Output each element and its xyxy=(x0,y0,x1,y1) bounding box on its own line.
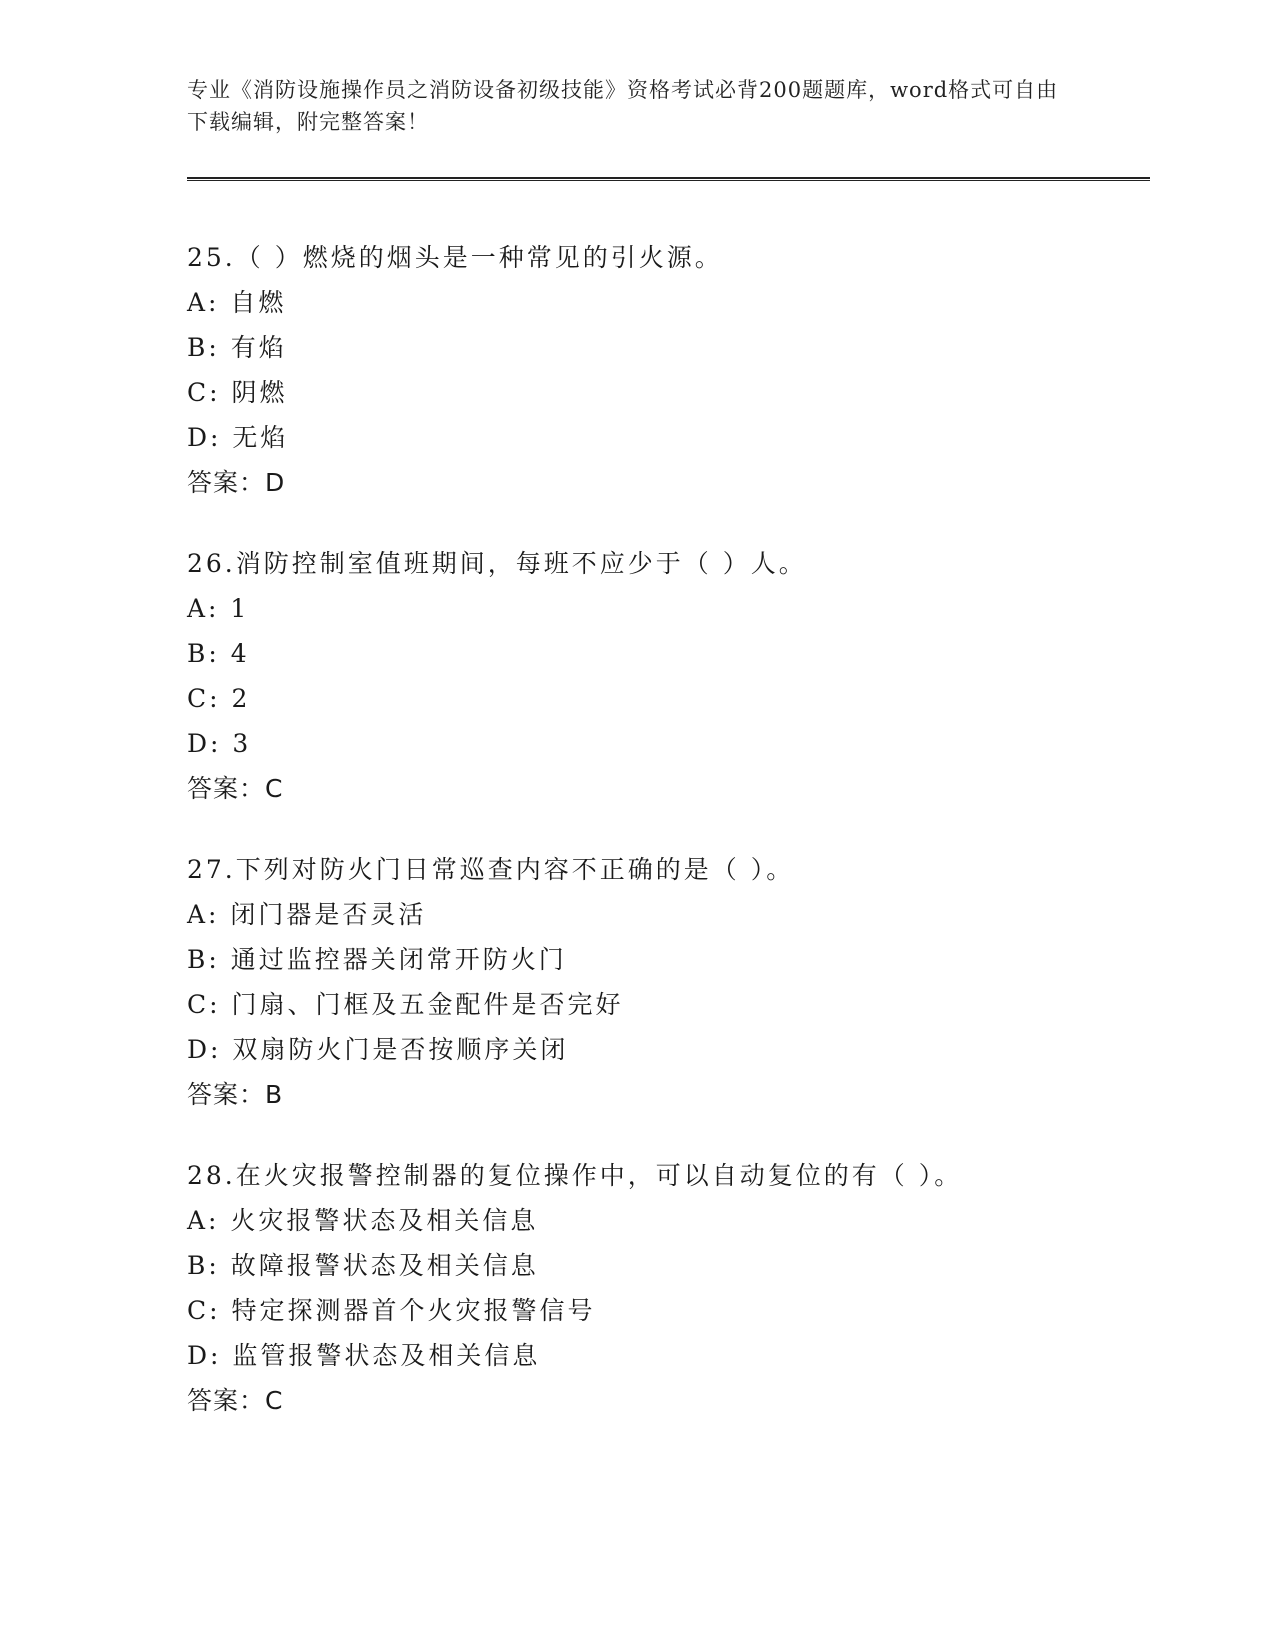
question-stem: 25.（ ）燃烧的烟头是一种常见的引火源。 xyxy=(187,243,723,272)
answer-line: 答案：C xyxy=(187,774,284,803)
question-28 xyxy=(187,1153,1137,1423)
option-a: A: 自燃 xyxy=(187,288,287,317)
option-c: C: 特定探测器首个火灾报警信号 xyxy=(187,1296,596,1325)
question-stem: 28.在火灾报警控制器的复位操作中，可以自动复位的有（ ）。 xyxy=(187,1161,963,1190)
option-c: C: 阴燃 xyxy=(187,378,288,407)
option-d: D: 双扇防火门是否按顺序关闭 xyxy=(187,1035,569,1064)
answer-line: 答案：D xyxy=(187,468,286,497)
question-25 xyxy=(187,235,1137,505)
option-d: D: 无焰 xyxy=(187,423,289,452)
question-stem: 26.消防控制室值班期间，每班不应少于（ ）人。 xyxy=(187,549,807,578)
option-c: C: 2 xyxy=(187,684,251,713)
answer-line: 答案：C xyxy=(187,1386,284,1415)
question-27 xyxy=(187,847,1137,1117)
option-b: B: 4 xyxy=(187,639,250,668)
option-b: B: 故障报警状态及相关信息 xyxy=(187,1251,539,1280)
option-d: D: 监管报警状态及相关信息 xyxy=(187,1341,541,1370)
option-a: A: 火灾报警状态及相关信息 xyxy=(187,1206,539,1235)
option-b: B: 通过监控器关闭常开防火门 xyxy=(187,945,567,974)
option-d: D: 3 xyxy=(187,729,252,758)
header-divider xyxy=(187,177,1150,181)
answer-line: 答案：B xyxy=(187,1080,284,1109)
question-stem: 27.下列对防火门日常巡查内容不正确的是（ ）。 xyxy=(187,855,795,884)
option-a: A: 闭门器是否灵活 xyxy=(187,900,427,929)
question-list xyxy=(187,235,1137,1459)
option-a: A: 1 xyxy=(187,594,250,623)
option-b: B: 有焰 xyxy=(187,333,287,362)
option-c: C: 门扇、门框及五金配件是否完好 xyxy=(187,990,624,1019)
document-header: 专业《消防设施操作员之消防设备初级技能》资格考试必背200题题库，word格式可自由下载编辑，附完整答案！ xyxy=(187,78,1059,134)
question-26 xyxy=(187,541,1137,811)
